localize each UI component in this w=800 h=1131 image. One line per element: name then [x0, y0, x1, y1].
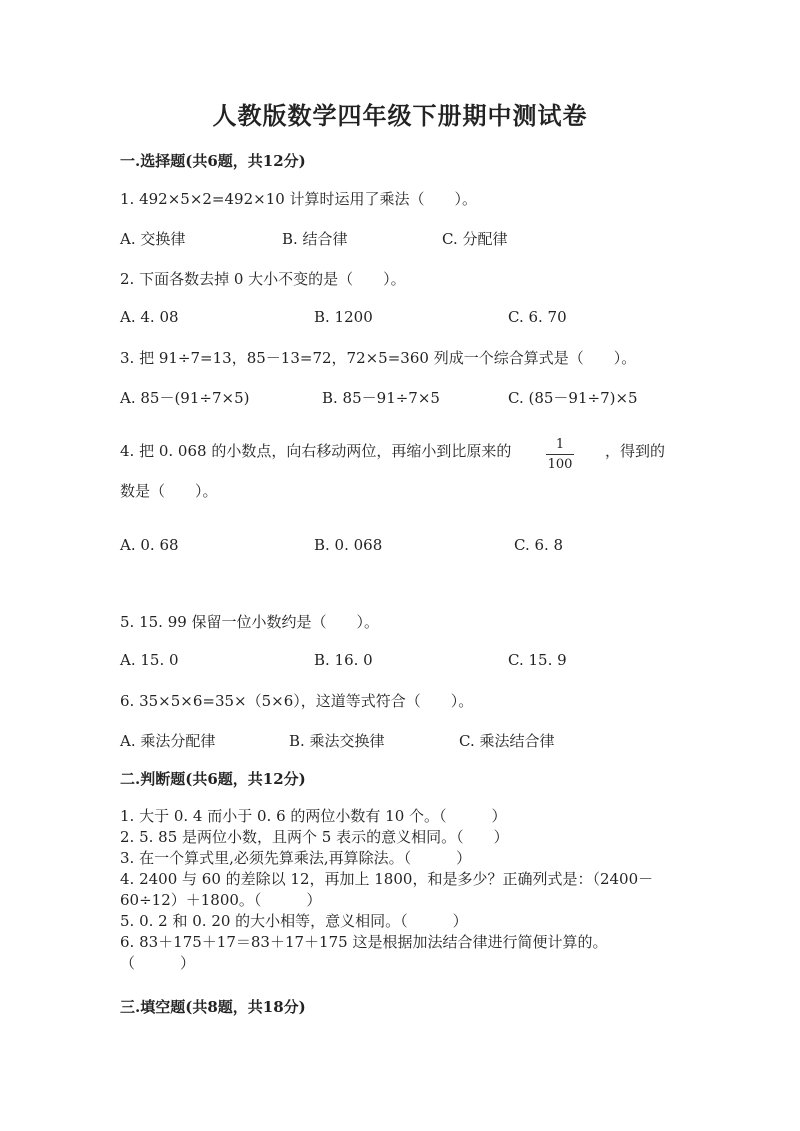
judgement-item-6-line2: （ ）: [120, 954, 196, 972]
judgement-item-4-line2: 60÷12）＋1800。（ ）: [120, 891, 322, 909]
judgement-item-5: 5. 0. 2 和 0. 20 的大小相等，意义相同。（ ）: [120, 912, 468, 930]
q3-option-a: A. 85－(91÷7×5): [120, 389, 250, 407]
q5-option-a: A. 15. 0: [120, 651, 179, 669]
q6-option-b: B. 乘法交换律: [289, 732, 385, 750]
question-6: 6. 35×5×6=35×（5×6），这道等式符合（ ）。: [120, 692, 474, 710]
page-title: 人教版数学四年级下册期中测试卷: [212, 101, 588, 130]
fraction-numerator: 1: [555, 437, 565, 452]
fraction-bar: [546, 454, 574, 455]
judgement-item-3: 3. 在一个算式里,必须先算乘法,再算除法。（ ）: [120, 849, 472, 867]
question-4-part2: ，得到的: [605, 442, 666, 460]
q2-option-a: A. 4. 08: [120, 308, 179, 326]
question-3: 3. 把 91÷7=13，85－13=72，72×5=360 列成一个综合算式是（ ）。: [120, 349, 637, 367]
q3-option-c: C. (85－91÷7)×5: [508, 389, 638, 407]
q5-option-b: B. 16. 0: [314, 651, 373, 669]
judgement-item-1: 1. 大于 0. 4 而小于 0. 6 的两位小数有 10 个。（ ）: [120, 807, 507, 825]
section-heading-fill-blank: 三.填空题(共8题，共18分): [120, 998, 306, 1016]
q4-option-b: B. 0. 068: [314, 536, 383, 554]
question-5: 5. 15. 99 保留一位小数约是（ ）。: [120, 613, 380, 631]
q6-option-a: A. 乘法分配律: [120, 732, 216, 750]
q3-option-b: B. 85－91÷7×5: [322, 389, 440, 407]
q4-option-a: A. 0. 68: [120, 536, 179, 554]
section-heading-judgement: 二.判断题(共6题，共12分): [120, 770, 306, 788]
q2-option-c: C. 6. 70: [508, 308, 567, 326]
question-1: 1. 492×5×2=492×10 计算时运用了乘法（ ）。: [120, 190, 478, 208]
q4-option-c: C. 6. 8: [514, 536, 564, 554]
judgement-item-4-line1: 4. 2400 与 60 的差除以 12，再加上 1800，和是多少？正确列式是：（2400－: [120, 870, 654, 888]
section-heading-choice: 一.选择题(共6题，共12分): [120, 152, 306, 170]
fraction-one-hundredth: [546, 433, 574, 471]
q2-option-b: B. 1200: [314, 308, 373, 326]
question-2: 2. 下面各数去掉 0 大小不变的是（ ）。: [120, 270, 406, 288]
q6-option-c: C. 乘法结合律: [459, 732, 555, 750]
fraction-denominator: 100: [547, 457, 573, 472]
judgement-item-6-line1: 6. 83＋175＋17＝83＋17＋175 这是根据加法结合律进行简便计算的。: [120, 933, 608, 951]
question-4-part1: 4. 把 0. 068 的小数点，向右移动两位，再缩小到比原来的: [120, 442, 512, 460]
judgement-item-2: 2. 5. 85 是两位小数，且两个 5 表示的意义相同。（ ）: [120, 828, 509, 846]
q1-option-a: A. 交换律: [120, 230, 186, 248]
question-4-line2: 数是（ ）。: [120, 482, 218, 500]
q1-option-c: C. 分配律: [442, 230, 508, 248]
q1-option-b: B. 结合律: [282, 230, 348, 248]
q5-option-c: C. 15. 9: [508, 651, 567, 669]
